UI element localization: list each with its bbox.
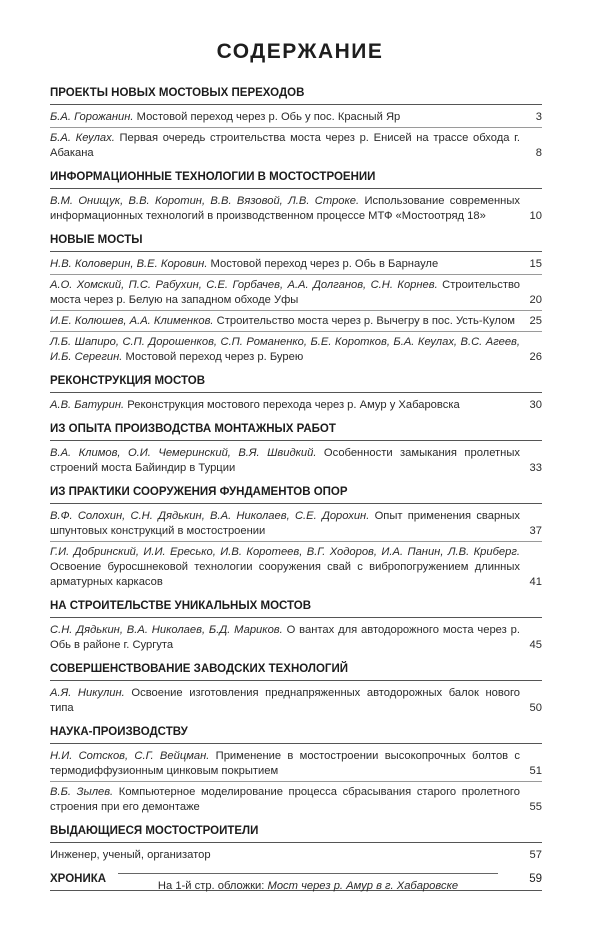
entry-title: Инженер, ученый, организатор [50, 849, 211, 861]
section-heading: ИЗ ОПЫТА ПРОИЗВОДСТВА МОНТАЖНЫХ РАБОТ [50, 418, 542, 441]
entry-authors: Г.И. Добринский, И.И. Ересько, И.В. Коротеев, В.Г. Ходоров, И.А. Панин, Л.В. Криберг. [50, 546, 520, 558]
toc-entry[interactable] [50, 194, 542, 226]
toc-entry[interactable] [50, 749, 542, 782]
page-title: СОДЕРЖАНИЕ [216, 40, 384, 63]
toc-entry[interactable] [50, 398, 542, 415]
chronicle-page-number: 59 [529, 873, 542, 885]
entry-title: Применение в мостостроении высокопрочных болтов с термодиффузионным цинковым покрытием [50, 750, 520, 777]
section-heading: НАУКА-ПРОИЗВОДСТВУ [50, 721, 542, 744]
entry-authors: В.М. Онищук, В.В. Коротин, В.В. Вязовой, Л.В. Строке. [50, 195, 360, 207]
entry-page-number: 8 [533, 146, 542, 161]
entry-title: Первая очередь строительства моста через р. Енисей на трассе обхода г. Абакана [50, 132, 520, 159]
entry-page-number: 15 [527, 257, 542, 272]
section-heading: СОВЕРШЕНСТВОВАНИЕ ЗАВОДСКИХ ТЕХНОЛОГИЙ [50, 658, 542, 681]
entry-title: Мостовой переход через р. Бурею [122, 351, 304, 363]
entry-authors: Л.Б. Шапиро, С.П. Дорошенков, С.П. Романенко, Б.Е. Коротков, Б.А. Кеулах, В.С. Агеев, И.Б. Серегин. [50, 336, 520, 363]
entry-authors: Б.А. Кеулах. [50, 132, 115, 144]
entry-title: Опыт применения сварных шпунтовых конструкций в мостостроении [50, 510, 520, 537]
entry-title: Освоение буросшнековой технологии сооружения свай с вибропогружением длинных арматурных каркасов [50, 561, 520, 588]
toc-entry[interactable] [50, 335, 542, 367]
entry-title: Реконструкция мостового перехода через р. Амур у Хабаровска [124, 399, 460, 411]
entry-page-number: 45 [527, 638, 542, 653]
entry-page-number: 57 [527, 848, 542, 863]
entry-authors: Н.В. Коловерин, В.Е. Коровин. [50, 258, 208, 270]
toc-entry[interactable] [50, 446, 542, 478]
toc-entry[interactable] [50, 110, 542, 128]
entry-authors: В.А. Климов, О.И. Чемеринский, В.Я. Швидкий. [50, 447, 317, 459]
entry-authors: В.Ф. Солохин, С.Н. Дядькин, В.А. Николаев, С.Е. Дорохин. [50, 510, 370, 522]
entry-authors: А.О. Хомский, П.С. Рабухин, С.Е. Горбачев, А.А. Долганов, С.Н. Корнев. [50, 279, 438, 291]
chronicle-title: ХРОНИКА [50, 873, 107, 885]
section-heading: НА СТРОИТЕЛЬСТВЕ УНИКАЛЬНЫХ МОСТОВ [50, 595, 542, 618]
section-heading: ВЫДАЮЩИЕСЯ МОСТОСТРОИТЕЛИ [50, 820, 542, 843]
entry-page-number: 37 [527, 524, 542, 539]
entry-page-number: 10 [527, 209, 542, 224]
toc-entry[interactable] [50, 686, 542, 718]
toc-entry[interactable] [50, 848, 542, 865]
entry-title: Использование современных информационных технологий в производственном процессе МТФ «Мостоотряд 18» [50, 195, 520, 222]
entry-title: Мостовой переход через р. Обь в Барнауле [207, 258, 439, 270]
section-heading: ИЗ ПРАКТИКИ СООРУЖЕНИЯ ФУНДАМЕНТОВ ОПОР [50, 481, 542, 504]
cover-note [118, 873, 498, 892]
entry-authors: И.Е. Колюшев, А.А. Клименков. [50, 315, 214, 327]
toc-entry[interactable] [50, 131, 542, 163]
toc-entry[interactable] [50, 509, 542, 542]
toc-entry[interactable] [50, 785, 542, 817]
section-heading: ИНФОРМАЦИОННЫЕ ТЕХНОЛОГИИ В МОСТОСТРОЕНИИ [50, 166, 542, 189]
entry-authors: Н.И. Сотсков, С.Г. Вейцман. [50, 750, 210, 762]
section-heading: НОВЫЕ МОСТЫ [50, 229, 542, 252]
entry-title: Мостовой переход через р. Обь у пос. Красный Яр [133, 111, 401, 123]
entry-page-number: 30 [527, 398, 542, 413]
entry-page-number: 25 [527, 314, 542, 329]
entry-authors: А.В. Батурин. [50, 399, 125, 411]
entry-title: Компьютерное моделирование процесса сбрасывания старого пролетного строения при его демонтаже [50, 786, 520, 813]
entry-page-number: 20 [527, 293, 542, 308]
toc-entry[interactable] [50, 278, 542, 311]
toc-entry[interactable] [50, 257, 542, 275]
entry-title: Строительство моста через р. Вычегру в пос. Усть-Кулом [213, 315, 516, 327]
section-heading: РЕКОНСТРУКЦИЯ МОСТОВ [50, 370, 542, 393]
section-heading: ПРОЕКТЫ НОВЫХ МОСТОВЫХ ПЕРЕХОДОВ [50, 82, 542, 105]
entry-title: Особенности замыкания пролетных строений моста Байиндир в Турции [50, 447, 520, 474]
entry-page-number: 55 [527, 800, 542, 815]
entry-page-number: 3 [533, 110, 542, 125]
entry-page-number: 33 [527, 461, 542, 476]
entry-page-number: 41 [527, 575, 542, 590]
table-of-contents [50, 80, 542, 891]
entry-title: Освоение изготовления преднапряженных автодорожных балок нового типа [50, 687, 520, 714]
entry-title: О вантах для автодорожного моста через р. Обь в районе г. Сургута [50, 624, 520, 651]
entry-title: Строительство моста через р. Белую на западном обходе Уфы [50, 279, 521, 306]
entry-page-number: 26 [527, 350, 542, 365]
entry-page-number: 50 [527, 701, 542, 716]
toc-entry[interactable] [50, 623, 542, 655]
cover-note-prefix: На 1-й стр. обложки: [157, 880, 268, 892]
cover-note-caption: Мост через р. Амур в г. Хабаровске [267, 880, 459, 892]
entry-authors: С.Н. Дядькин, В.А. Николаев, Б.Д. Мариков. [50, 624, 283, 636]
toc-entry[interactable] [50, 314, 542, 332]
entry-page-number: 51 [527, 764, 542, 779]
entry-authors: В.Б. Зылев. [50, 786, 114, 798]
entry-authors: Б.А. Горожанин. [50, 111, 134, 123]
entry-authors: А.Я. Никулин. [50, 687, 125, 699]
toc-entry[interactable] [50, 545, 542, 592]
